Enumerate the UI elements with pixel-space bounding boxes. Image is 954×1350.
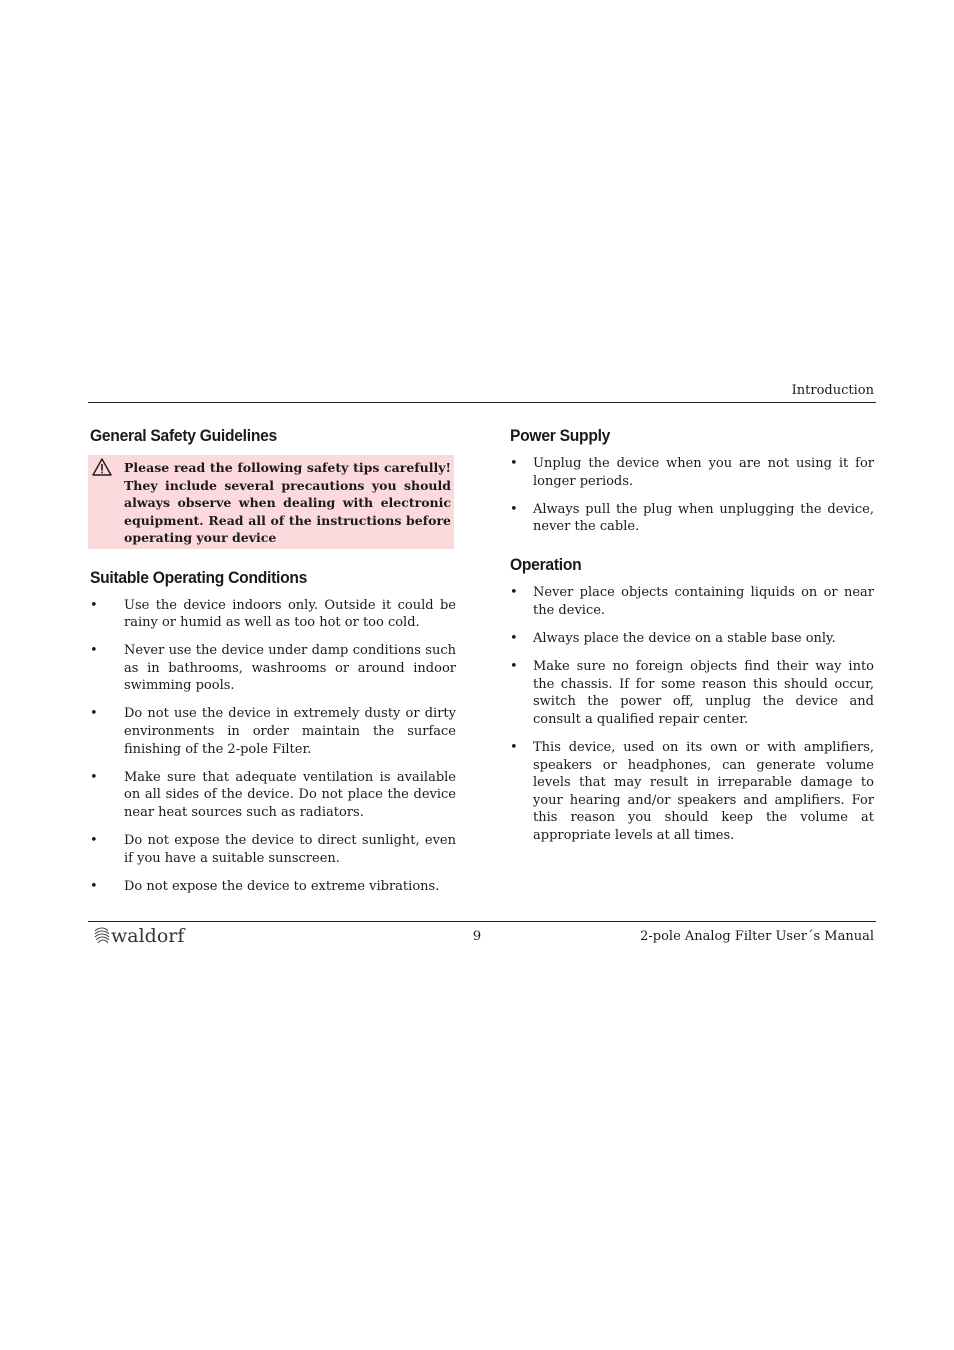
conditions-heading: Suitable Operating Conditions <box>90 567 308 587</box>
list-item: • This device, used on its own or with amplifiers, speakers or headphones, can generate volume levels that may result in irreparable damage to your hearing and/or speakers and amplifiers. For this reason you should keep the volume at appropriate levels at all times. <box>510 740 874 843</box>
list-item: • Make sure no foreign objects find their way into the chassis. If for some reason this should occur, switch the power off, unplug the device and consult a qualified repair center. <box>510 659 874 727</box>
list-item: • Do not use the device in extremely dusty or dirty environments in order maintain the surface finishing of the 2-pole Filter. <box>90 706 456 757</box>
manual-title: 2-pole Analog Filter User´s Manual <box>640 929 874 944</box>
bullet-icon: • <box>510 740 518 756</box>
warning-text: Please read the following safety tips carefully! They include several precautions you should always observe when dealing with electronic equipment. Read all of the instructions before operating your device <box>124 460 451 545</box>
left-column <box>90 425 456 906</box>
bullet-icon: • <box>90 706 98 722</box>
bullet-icon: • <box>510 631 518 647</box>
page-number: 9 <box>472 929 482 944</box>
footer-rule <box>88 921 876 922</box>
warning-triangle-icon <box>92 458 112 476</box>
operation-heading: Operation <box>510 555 582 575</box>
bullet-icon: • <box>510 659 518 675</box>
svg-text:waldorf: waldorf <box>111 925 185 947</box>
bullet-icon: • <box>90 878 98 894</box>
list-item: • Make sure that adequate ventilation is available on all sides of the device. Do not place the device near heat sources such as radiators. <box>90 769 456 820</box>
list-item: • Always pull the plug when unplugging the device, never the cable. <box>510 501 874 535</box>
operation-list <box>510 584 874 844</box>
power-heading: Power Supply <box>510 426 611 445</box>
running-header: Introduction <box>791 383 874 398</box>
bullet-icon: • <box>90 833 98 849</box>
list-item: • Use the device indoors only. Outside it could be rainy or humid as well as too hot or too cold. <box>90 597 456 631</box>
list-item: • Always place the device on a stable base only. <box>510 631 836 647</box>
list-item: • Do not expose the device to extreme vibrations. <box>90 878 440 894</box>
conditions-list <box>90 597 456 896</box>
bullet-icon: • <box>90 643 98 659</box>
list-item: • Do not expose the device to direct sunlight, even if you have a suitable sunscreen. <box>90 833 456 866</box>
list-item: • Never use the device under damp conditions such as in bathrooms, washrooms or around indoor swimming pools. <box>90 643 456 694</box>
list-item: • Never place objects containing liquids on or near the device. <box>510 585 874 618</box>
warning-box <box>88 455 454 549</box>
bullet-icon: • <box>90 597 98 613</box>
bullet-icon: • <box>90 769 98 785</box>
power-list <box>510 455 874 536</box>
header-rule <box>88 402 876 403</box>
list-item: • Unplug the device when you are not using it for longer periods. <box>510 456 874 489</box>
bullet-icon: • <box>510 456 518 471</box>
bullet-icon: • <box>510 585 518 601</box>
right-column <box>510 425 874 855</box>
safety-heading: General Safety Guidelines <box>90 426 277 445</box>
bullet-icon: • <box>510 501 518 517</box>
section-spacer <box>510 546 874 554</box>
